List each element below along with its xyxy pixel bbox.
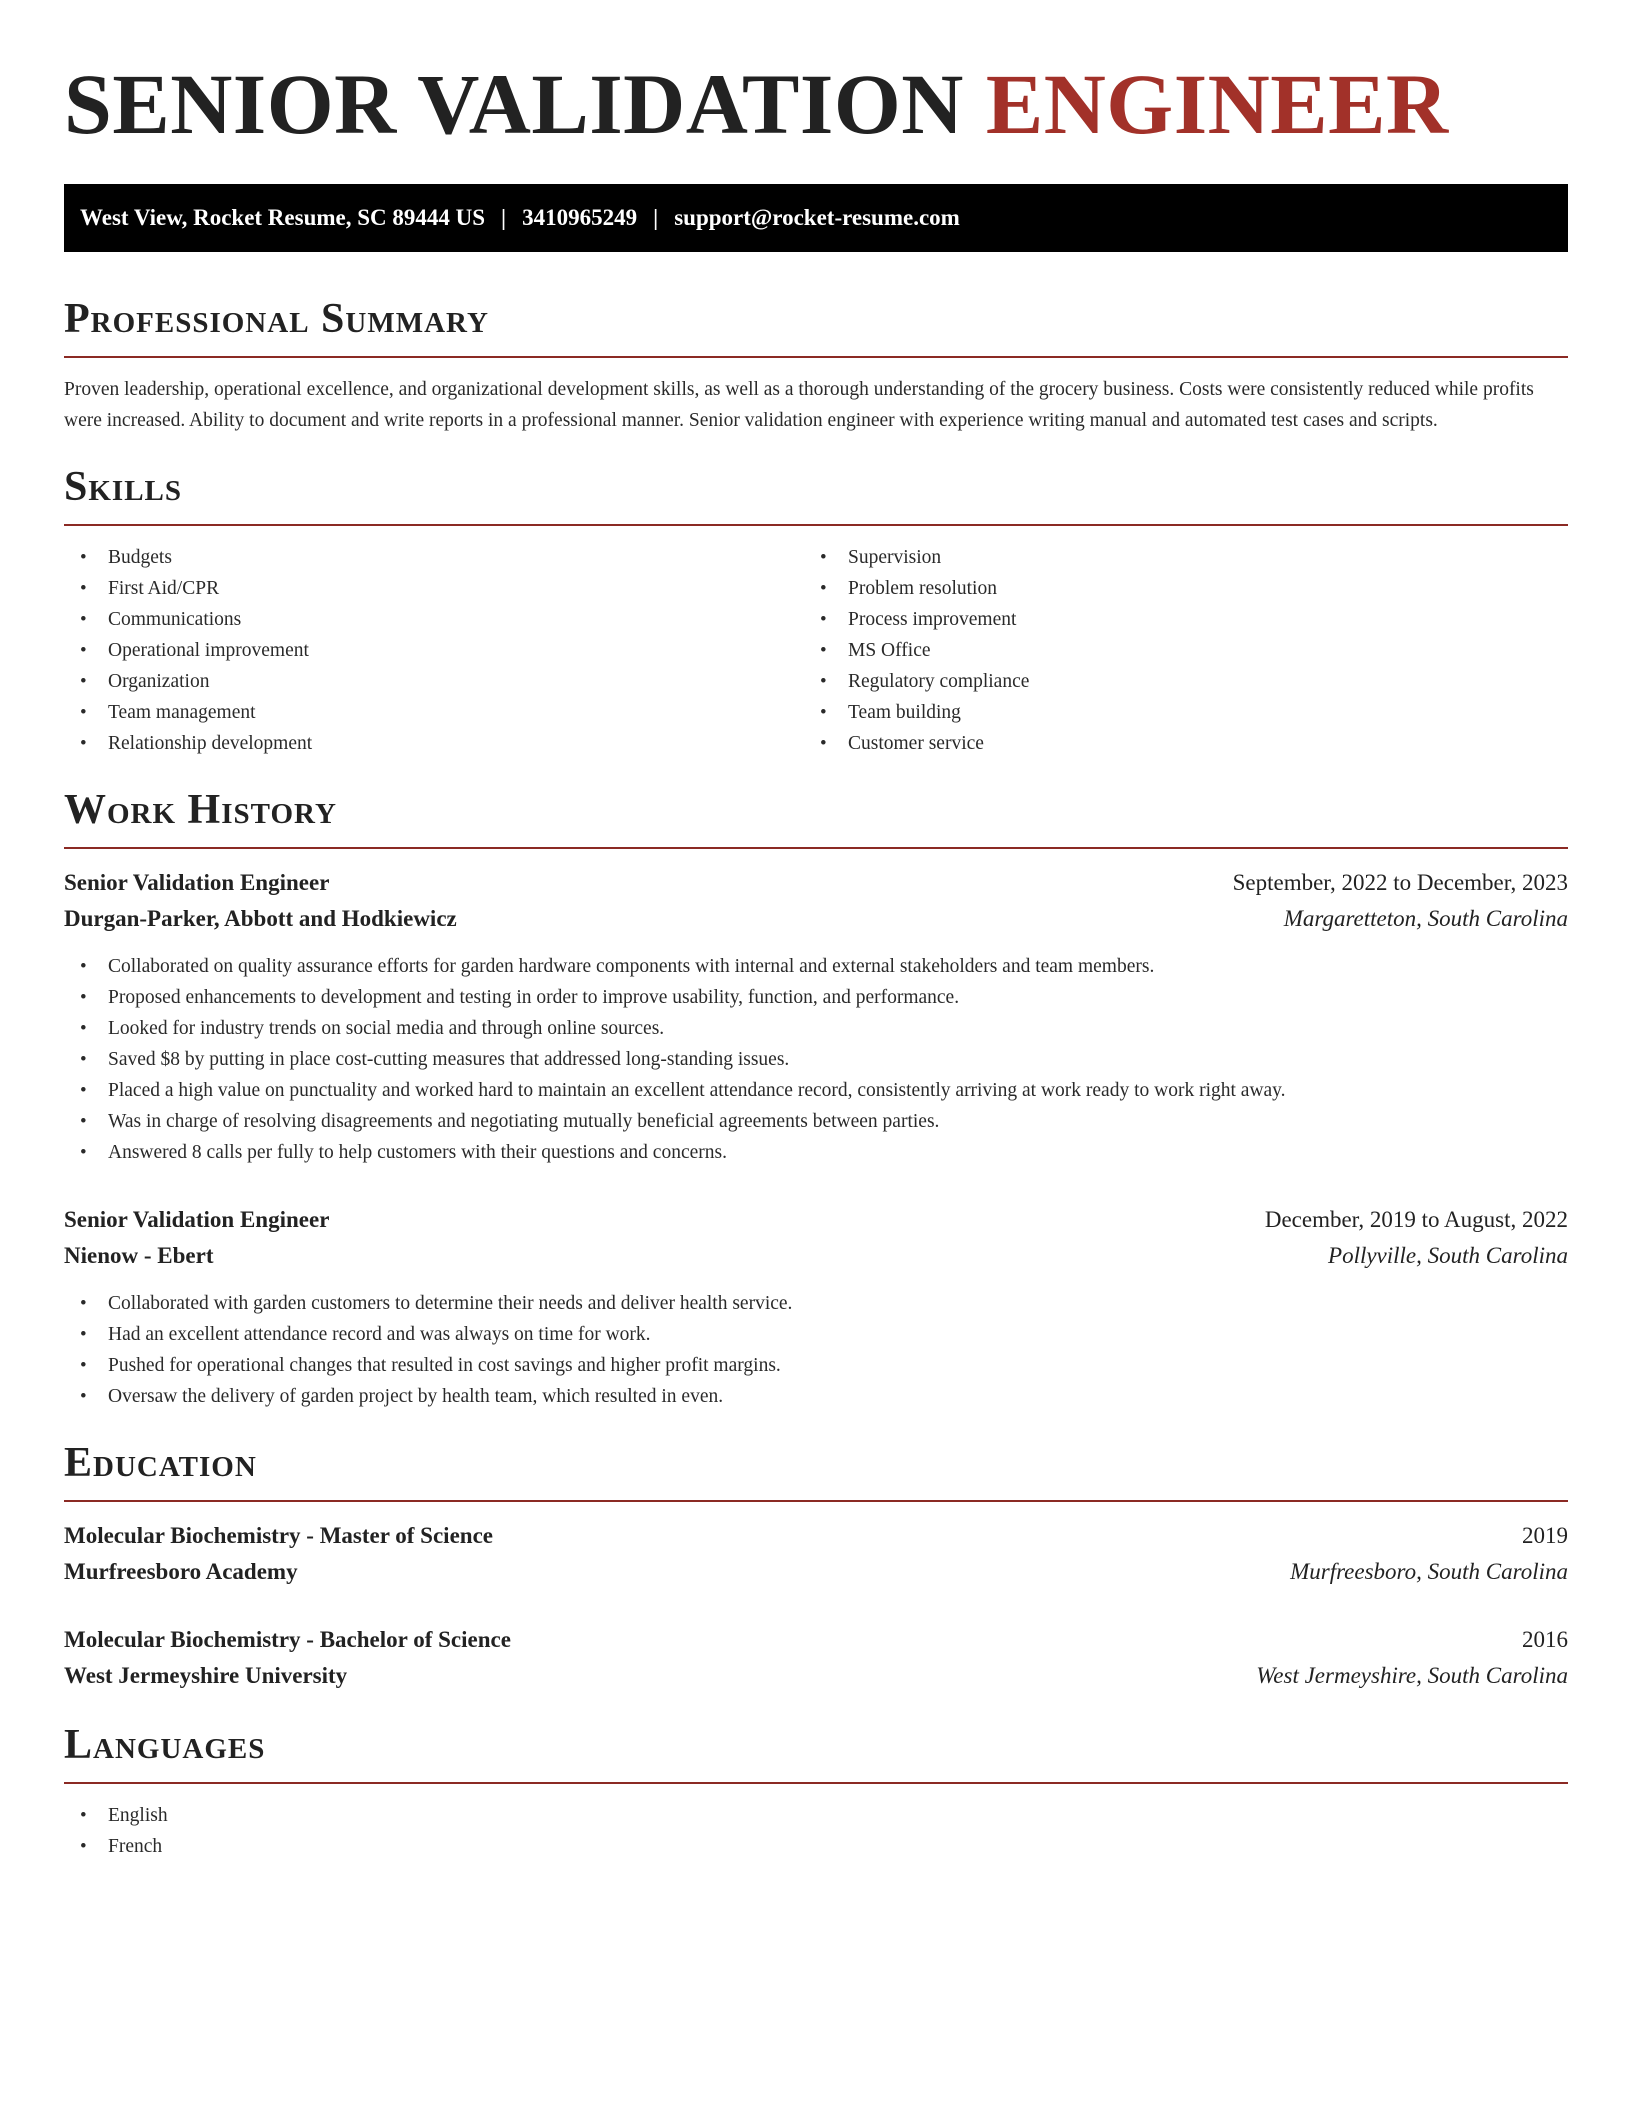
contact-separator: | xyxy=(653,205,659,230)
skill-item: • MS Office xyxy=(804,635,1544,666)
section-title-work-history: Work History xyxy=(64,787,337,833)
job-dates: December, 2019 to August, 2022 xyxy=(1264,1207,1568,1232)
job-bullets xyxy=(64,951,1568,1168)
job-bullet: • Collaborated on quality assurance efforts for garden hardware components with internal and external stakeholders and team members. xyxy=(64,951,1568,982)
job-company-row xyxy=(64,1238,1568,1274)
skill-item: • Customer service xyxy=(804,728,1544,759)
education-location: West Jermeyshire, South Carolina xyxy=(1256,1663,1568,1688)
job-bullet: • Oversaw the delivery of garden project by health team, which resulted in even. xyxy=(64,1381,1568,1412)
job-bullet: • Placed a high value on punctuality and worked hard to maintain an excellent attendance record, consistently arriving at work ready to work right away. xyxy=(64,1075,1568,1106)
language-item: • French xyxy=(64,1831,1568,1862)
education-degree: Molecular Biochemistry - Master of Science xyxy=(64,1523,493,1548)
skill-item: • Team building xyxy=(804,697,1544,728)
education-school: West Jermeyshire University xyxy=(64,1663,348,1688)
job-header-row xyxy=(64,1202,1568,1238)
skills-list-right xyxy=(804,542,1544,759)
contact-separator: | xyxy=(501,205,507,230)
section-divider xyxy=(64,356,1568,358)
section-divider xyxy=(64,524,1568,526)
education-school-row xyxy=(64,1554,1568,1590)
education-school-row xyxy=(64,1658,1568,1694)
contact-address: West View, Rocket Resume, SC 89444 US xyxy=(80,205,486,230)
skill-item: • Problem resolution xyxy=(804,573,1544,604)
job-company: Durgan-Parker, Abbott and Hodkiewicz xyxy=(64,906,457,931)
job-bullet: • Was in charge of resolving disagreements and negotiating mutually beneficial agreements between parties. xyxy=(64,1106,1568,1137)
job-company-row xyxy=(64,901,1568,937)
education-degree-row xyxy=(64,1622,1568,1658)
section-divider xyxy=(64,847,1568,849)
skill-item: • Budgets xyxy=(64,542,804,573)
education-year: 2016 xyxy=(1522,1627,1568,1652)
education-degree-row xyxy=(64,1518,1568,1554)
education-school: Murfreesboro Academy xyxy=(64,1559,298,1584)
work-history-section xyxy=(64,785,1568,1412)
education-entry xyxy=(64,1622,1568,1694)
contact-email: support@rocket-resume.com xyxy=(674,205,960,230)
skills-columns xyxy=(64,542,1568,759)
section-divider xyxy=(64,1782,1568,1784)
job-bullets xyxy=(64,1288,1568,1412)
job-location: Pollyville, South Carolina xyxy=(1328,1243,1568,1268)
skills-section xyxy=(64,462,1568,759)
education-location: Murfreesboro, South Carolina xyxy=(1290,1559,1568,1584)
education-entry xyxy=(64,1518,1568,1590)
job-role: Senior Validation Engineer xyxy=(64,1207,330,1232)
contact-bar xyxy=(64,184,1568,252)
job-role: Senior Validation Engineer xyxy=(64,870,330,895)
skill-item: • First Aid/CPR xyxy=(64,573,804,604)
title-main: SENIOR VALIDATION xyxy=(64,56,964,152)
skill-item: • Operational improvement xyxy=(64,635,804,666)
job-bullet: • Looked for industry trends on social media and through online sources. xyxy=(64,1013,1568,1044)
education-degree: Molecular Biochemistry - Bachelor of Science xyxy=(64,1627,511,1652)
skills-list-left xyxy=(64,542,804,759)
section-title-languages: Languages xyxy=(64,1722,266,1768)
skill-item: • Regulatory compliance xyxy=(804,666,1544,697)
job-entry xyxy=(64,865,1568,1168)
section-title-education: Education xyxy=(64,1440,257,1486)
skill-item: • Communications xyxy=(64,604,804,635)
contact-phone: 3410965249 xyxy=(522,205,638,230)
job-header-row xyxy=(64,865,1568,901)
job-bullet: • Collaborated with garden customers to determine their needs and deliver health service. xyxy=(64,1288,1568,1319)
education-year: 2019 xyxy=(1522,1523,1568,1548)
resume-title xyxy=(64,56,1568,152)
title-accent: ENGINEER xyxy=(985,56,1449,152)
languages-list xyxy=(64,1800,1568,1862)
summary-text: Proven leadership, operational excellence, and organizational development skills, as well as a thorough understanding of the grocery business. Costs were consistently reduced while profits were increased. Ability to document and write reports in a professional manner. Senior validation engineer with experience writing manual and automated test cases and scripts. xyxy=(64,379,1534,431)
section-title-summary: Professional Summary xyxy=(64,296,489,342)
job-bullet: • Pushed for operational changes that resulted in cost savings and higher profit margins. xyxy=(64,1350,1568,1381)
section-title-skills: Skills xyxy=(64,464,183,510)
job-bullet: • Had an excellent attendance record and was always on time for work. xyxy=(64,1319,1568,1350)
job-location: Margaretteton, South Carolina xyxy=(1283,906,1568,931)
job-bullet: • Saved $8 by putting in place cost-cutting measures that addressed long-standing issues. xyxy=(64,1044,1568,1075)
skill-item: • Process improvement xyxy=(804,604,1544,635)
summary-section xyxy=(64,294,1568,436)
job-bullet: • Answered 8 calls per fully to help customers with their questions and concerns. xyxy=(64,1137,1568,1168)
skill-item: • Team management xyxy=(64,697,804,728)
language-item: • English xyxy=(64,1800,1568,1831)
education-section xyxy=(64,1438,1568,1694)
languages-section xyxy=(64,1720,1568,1862)
skill-item: • Supervision xyxy=(804,542,1544,573)
job-entry xyxy=(64,1202,1568,1412)
job-bullet: • Proposed enhancements to development and testing in order to improve usability, function, and performance. xyxy=(64,982,1568,1013)
section-divider xyxy=(64,1500,1568,1502)
job-company: Nienow - Ebert xyxy=(64,1243,214,1268)
skill-item: • Relationship development xyxy=(64,728,804,759)
job-dates: September, 2022 to December, 2023 xyxy=(1232,870,1568,895)
skill-item: • Organization xyxy=(64,666,804,697)
